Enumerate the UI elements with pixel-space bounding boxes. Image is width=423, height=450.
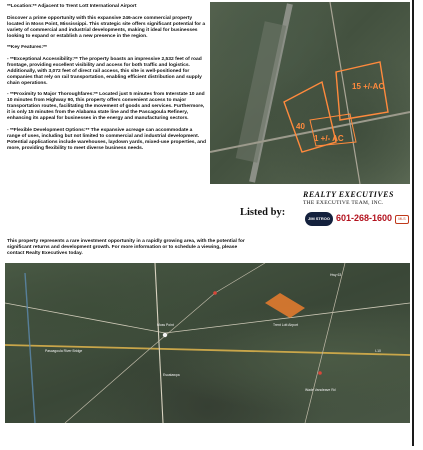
intro-paragraph: Discover a prime opportunity with this expansive 246-acre commercial property located in Moss Point, Mississippi. This strategic site offers significant potential for a variety of commercial and industrial developments, making it ideal for businesses looking to expand or establish a new presence in the region. [7, 16, 206, 40]
listing-description [7, 4, 207, 157]
location-heading: **Location:** Adjacent to Trent Lott International Airport [7, 4, 137, 9]
area-map [5, 263, 410, 423]
parcel-label-40: 40 [296, 122, 305, 131]
agent-logo: JIM STROO [305, 212, 333, 226]
closing-paragraph: This property represents a rare investment opportunity in a rapidly growing area, with the potential for significant returns and development growth. For more information or to schedule a viewing, please contact Realty Executives today. [7, 239, 245, 257]
brokerage-brand [303, 190, 411, 206]
map-label-escatawpa: Escatawpa [163, 373, 180, 377]
feature-development: - **Flexible Development Options:** The expansive acreage can accommodate a range of uses, including but not limited to commercial and industrial development. Potential applications include warehouses, laydown yards, mixed-use properties, and more, providing flexibility to meet diverse business needs. [7, 127, 206, 151]
contact-phone[interactable]: 601-268-1600 [336, 213, 393, 223]
feature-thoroughfares: - **Proximity to Major Thoroughfares:** Located just 5 minutes from Interstate 10 and 10 minutes from Highway 90, this property offers convenient access to major transportation routes, facilitating the movement of goods and services. Furthermore, it is only 15 minutes from the Alabama state line and the Pascagoula Refinery, enhancing its appeal for businesses in the energy and manufacturing sectors. [7, 92, 205, 122]
map-label-road: Wade Vancleave Rd [305, 388, 336, 392]
aerial-overlay [210, 2, 410, 184]
parcel-label-1ac: 1 +/- AC [314, 134, 344, 143]
map-label-i10: I-10 [375, 349, 381, 353]
brokerage-name: REALTY EXECUTIVES [303, 190, 394, 199]
feature-accessibility: - **Exceptional Accessibility:** The property boasts an impressive 2,532 feet of road frontage, providing excellent visibility and access for both traffic and logistics. Additionally, with 3,072 feet of direct rail access, this site is well-positioned for companies that rely on rail transportation, enabling efficient distribution and supply chain operations. [7, 56, 202, 86]
aerial-photo [210, 2, 410, 184]
brokerage-team: THE EXECUTIVE TEAM, INC. [303, 200, 384, 206]
map-label-moss-point: Moss Point [157, 323, 174, 327]
map-label-bridge: Pascagoula River Bridge [45, 349, 83, 353]
mls-badge-icon: MLS [395, 215, 409, 224]
listed-by-label: Listed by: [240, 207, 286, 218]
parcel-label-15ac: 15 +/-AC [352, 82, 385, 91]
map-label-hwy63: Hwy 63 [330, 273, 342, 277]
map-label-airport: Trent Lott Airport [273, 323, 299, 327]
listing-flyer [3, 0, 414, 446]
features-heading: **Key Features:** [7, 45, 47, 51]
map-roads [5, 263, 410, 423]
